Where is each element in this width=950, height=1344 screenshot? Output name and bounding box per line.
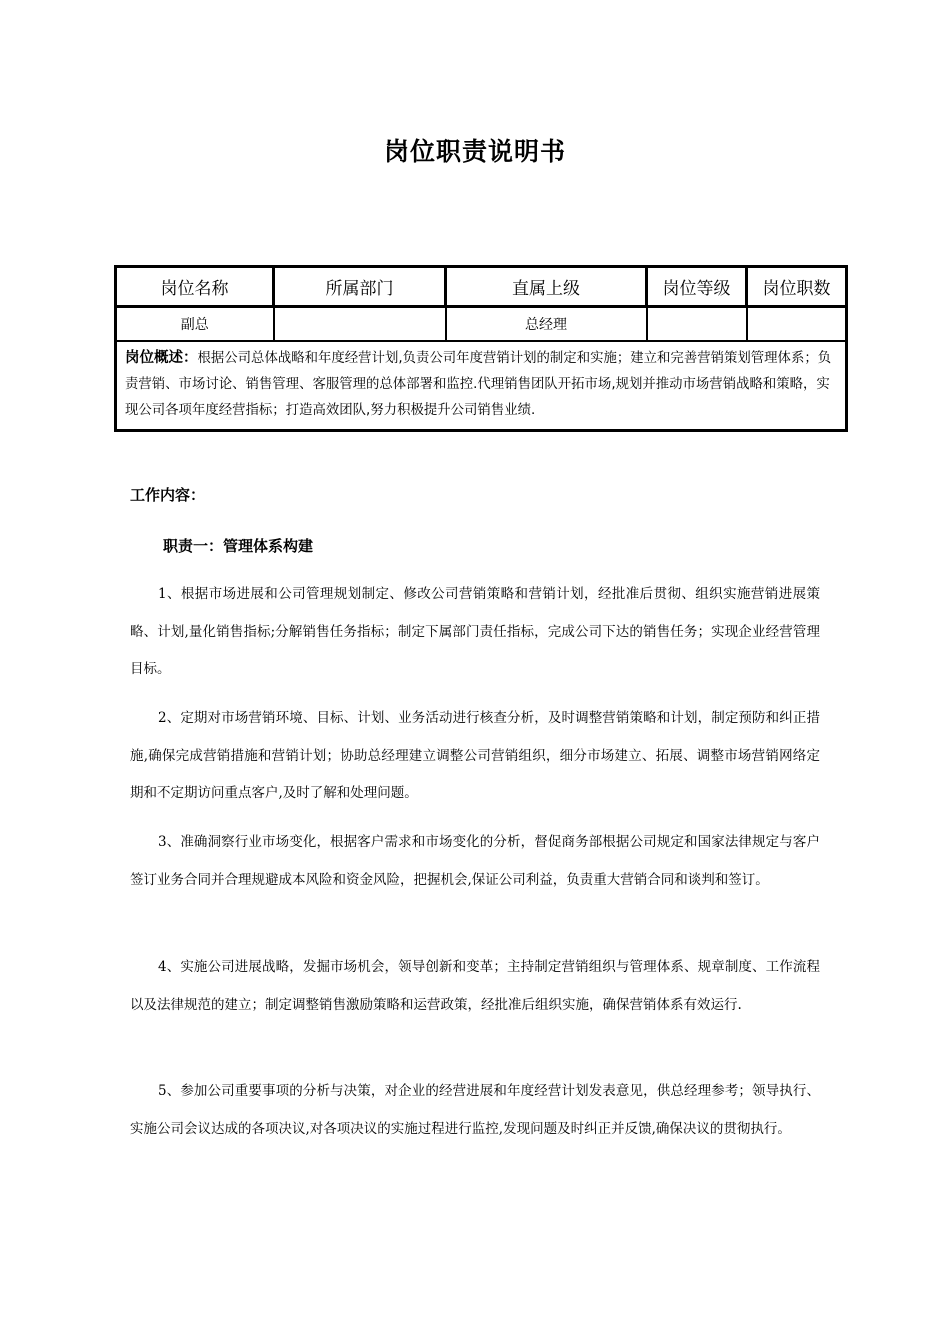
header-position-name: 岗位名称 <box>116 267 274 307</box>
value-position-name: 副总 <box>116 307 274 342</box>
document-title: 岗位职责说明书 <box>383 137 566 166</box>
summary-label: 岗位概述： <box>125 350 198 366</box>
duty-item-1: 1、根据市场进展和公司管理规划制定、修改公司营销策略和营销计划，经批准后贯彻、组织实施营销进展策略、计划,量化销售指标;分解销售任务指标；制定下属部门责任指标，完成公司下达的销售任务；实现企业经营管理目标。 <box>130 586 820 677</box>
duty-item-2: 2、定期对市场营销环境、目标、计划、业务活动进行核查分析，及时调整营销策略和计划，制定预防和纠正措施,确保完成营销措施和营销计划；协助总经理建立调整公司营销组织，细分市场建立、拓展、调整市场营销网络定期和不定期访问重点客户,及时了解和处理问题。 <box>130 710 820 801</box>
duty-one-heading: 职责一：管理体系构建 <box>163 537 314 555</box>
value-department <box>274 307 446 342</box>
table-value-row <box>116 307 847 342</box>
header-position-level: 岗位等级 <box>647 267 747 307</box>
duty-item-3: 3、准确洞察行业市场变化，根据客户需求和市场变化的分析，督促商务部根据公司规定和国家法律规定与客户签订业务合同并合理规避成本风险和资金风险，把握机会,保证公司利益，负责重大营销合同和谈判和签订。 <box>130 834 820 888</box>
header-supervisor: 直属上级 <box>446 267 647 307</box>
header-headcount: 岗位职数 <box>747 267 847 307</box>
value-supervisor: 总经理 <box>446 307 647 342</box>
job-info-table <box>114 265 848 432</box>
table-header-row <box>116 267 847 307</box>
value-headcount <box>747 307 847 342</box>
duty-item-5: 5、参加公司重要事项的分析与决策，对企业的经营进展和年度经营计划发表意见，供总经理参考；领导执行、实施公司会议达成的各项决议,对各项决议的实施过程进行监控,发现问题及时纠正并反馈,确保决议的贯彻执行。 <box>130 1083 820 1137</box>
duty-item-4: 4、实施公司进展战略，发掘市场机会，领导创新和变革；主持制定营销组织与管理体系、规章制度、工作流程以及法律规范的建立；制定调整销售激励策略和运营政策，经批准后组织实施，确保营销体系有效运行. <box>130 959 820 1013</box>
value-position-level <box>647 307 747 342</box>
header-department: 所属部门 <box>274 267 446 307</box>
work-content-heading: 工作内容： <box>130 486 206 504</box>
summary-row <box>116 341 847 431</box>
summary-cell <box>116 341 847 431</box>
summary-text: 根据公司总体战略和年度经营计划,负责公司年度营销计划的制定和实施；建立和完善营销策划管理体系；负责营销、市场讨论、销售管理、客服管理的总体部署和监控.代理销售团队开拓市场,规划并推动市场营销战略和策略，实现公司各项年度经营指标；打造高效团队,努力积极提升公司销售业绩. <box>125 351 832 418</box>
